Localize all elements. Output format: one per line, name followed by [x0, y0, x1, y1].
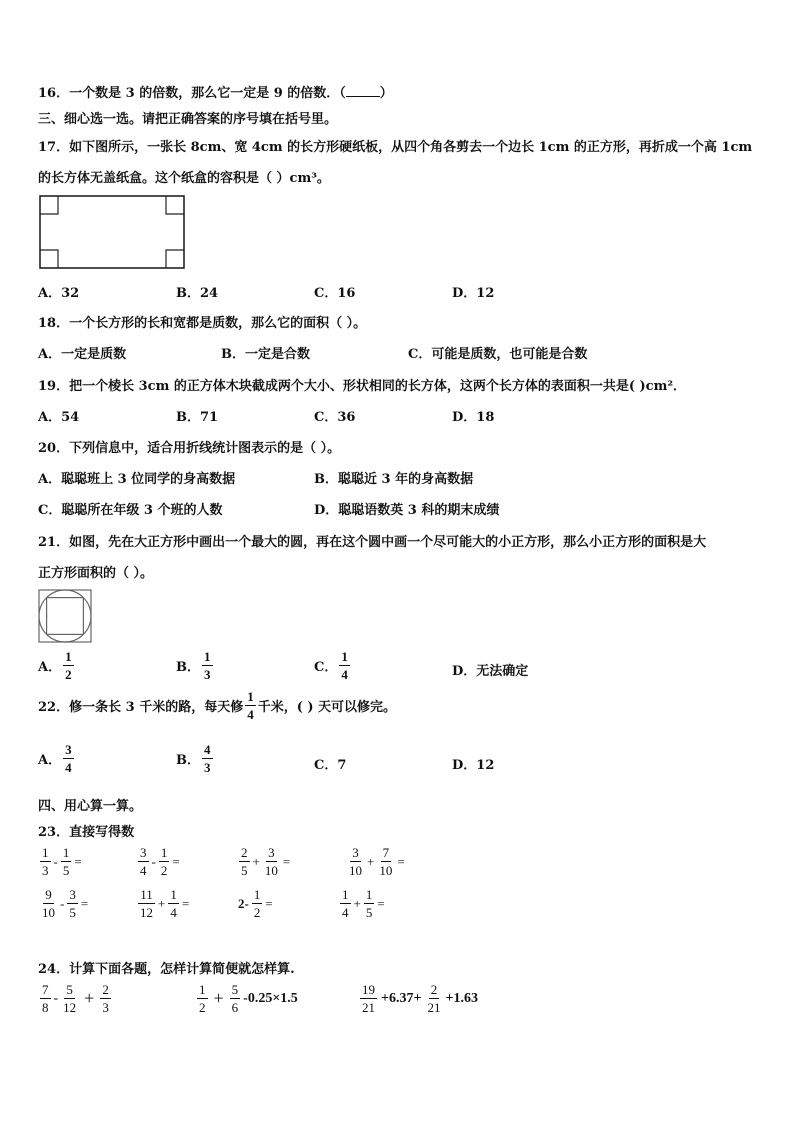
option-a[interactable]: A．一定是质数 [38, 347, 127, 362]
calc-expr-1: $\frac{7}{8}$ - $\frac{5}{12}$ + $\frac{2}{3}$ [42, 982, 109, 1015]
option-d[interactable]: D．12 [452, 758, 495, 773]
question-19-options [38, 406, 758, 424]
option-b[interactable]: B． $\frac{4}{3}$ [176, 742, 211, 775]
question-16-text: 16．一个数是 3 的倍数，那么它一定是 9 的倍数．（ [38, 86, 346, 101]
option-a[interactable]: A． $\frac{1}{2}$ [38, 649, 72, 682]
mental-math-expr: $\frac{11}{12}$ + $\frac{1}{4}$ = [140, 887, 190, 920]
option-b[interactable]: B．24 [176, 286, 219, 301]
calc-expr-3: $\frac{19}{21}$ +6.37+ $\frac{2}{21}$ +1.63 [362, 982, 478, 1015]
option-b[interactable]: B．聪聪近 3 年的身高数据 [314, 472, 474, 487]
question-21-line2: 正方形面积的（ ）。 [38, 566, 154, 581]
option-a[interactable]: A．聪聪班上 3 位同学的身高数据 [38, 472, 236, 487]
cardboard-diagram [38, 194, 186, 270]
fraction: $\frac{1}{3}$ [204, 649, 211, 682]
fraction: $\frac{1}{4}$ [247, 689, 254, 722]
fraction: $\frac{1}{2}$ [65, 649, 72, 682]
question-16-close: ） [379, 86, 393, 101]
option-c[interactable]: C． $\frac{1}{4}$ [314, 649, 348, 682]
section-4-title: 四、用心算一算。 [38, 799, 143, 814]
question-20-text: 20．下列信息中，适合用折线统计图表示的是（ ）。 [38, 441, 341, 456]
option-c[interactable]: C．16 [314, 286, 356, 301]
option-c[interactable]: C．聪聪所在年级 3 个班的人数 [38, 503, 223, 518]
option-b[interactable]: B．71 [176, 410, 219, 425]
question-20-options-row2 [38, 499, 758, 517]
mental-math-expr: $\frac{3}{4}$ - $\frac{1}{2}$ = [140, 845, 180, 878]
question-21-line1: 21．如图，先在大正方形中画出一个最大的圆，再在这个圆中画一个尽可能大的小正方形，那么小正方形的面积是大 [38, 535, 707, 550]
mental-math-expr: $\frac{1}{3}$ - $\frac{1}{5}$ = [42, 845, 82, 878]
option-d[interactable]: D．12 [452, 286, 495, 301]
mental-math-expr: $\frac{2}{5}$ + $\frac{3}{10}$ = [241, 845, 291, 878]
option-a[interactable]: A．32 [38, 286, 80, 301]
section-3-title: 三、细心选一选。请把正确答案的序号填在括号里。 [38, 112, 338, 127]
question-22-text: 22．修一条长 3 千米的路，每天修 $\frac{1}{4}$ 千米，( ) 天可以修完。 [38, 689, 397, 722]
square-circle-diagram [38, 589, 92, 643]
question-19-text: 19．把一个棱长 3cm 的正方体木块截成两个大小、形状相同的长方体，这两个长方体的表面积一共是( )cm²． [38, 379, 687, 394]
question-22-options [38, 743, 758, 783]
mental-math-expr: $\frac{3}{10}$ + $\frac{7}{10}$ = [349, 845, 405, 878]
question-23-title: 23．直接写得数 [38, 825, 135, 840]
option-c[interactable]: C．7 [314, 758, 347, 773]
question-17-line1: 17．如下图所示，一张长 8cm、宽 4cm 的长方形硬纸板，从四个角各剪去一个边长 1cm 的正方形，再折成一个高 1cm [38, 140, 753, 155]
option-b[interactable]: B． $\frac{1}{3}$ [176, 649, 211, 682]
question-18-text: 18．一个长方形的长和宽都是质数，那么它的面积（ ）。 [38, 316, 367, 331]
question-21-options [38, 650, 758, 690]
answer-blank [346, 86, 380, 97]
option-d[interactable]: D．无法确定 [452, 664, 529, 679]
question-17-options [38, 282, 758, 300]
calc-expr-2: $\frac{1}{2}$ + $\frac{5}{6}$ -0.25×1.5 [199, 982, 298, 1015]
option-a[interactable]: A．54 [38, 410, 80, 425]
option-d[interactable]: D．聪聪语数英 3 科的期末成绩 [314, 503, 500, 518]
fraction: $\frac{1}{4}$ [341, 649, 348, 682]
question-20-options-row1 [38, 468, 758, 486]
question-17-line2: 的长方体无盖纸盒。这个纸盒的容积是（ ）cm³。 [38, 171, 330, 186]
option-b[interactable]: B．一定是合数 [221, 347, 310, 362]
option-c[interactable]: C．36 [314, 410, 356, 425]
mental-math-expr: $\frac{9}{10}$ - $\frac{3}{5}$ = [42, 887, 89, 920]
option-d[interactable]: D．18 [452, 410, 495, 425]
question-24-title: 24．计算下面各题，怎样计算简便就怎样算. [38, 962, 295, 977]
fraction: $\frac{3}{4}$ [65, 742, 72, 775]
fraction: $\frac{4}{3}$ [204, 742, 211, 775]
mental-math-expr: 2- $\frac{1}{2}$ = [238, 887, 273, 920]
mental-math-expr: $\frac{1}{4}$ + $\frac{1}{5}$ = [342, 887, 385, 920]
option-c[interactable]: C．可能是质数，也可能是合数 [408, 347, 588, 362]
question-18-options [38, 343, 758, 361]
question-16 [38, 82, 393, 101]
option-a[interactable]: A． $\frac{3}{4}$ [38, 742, 72, 775]
